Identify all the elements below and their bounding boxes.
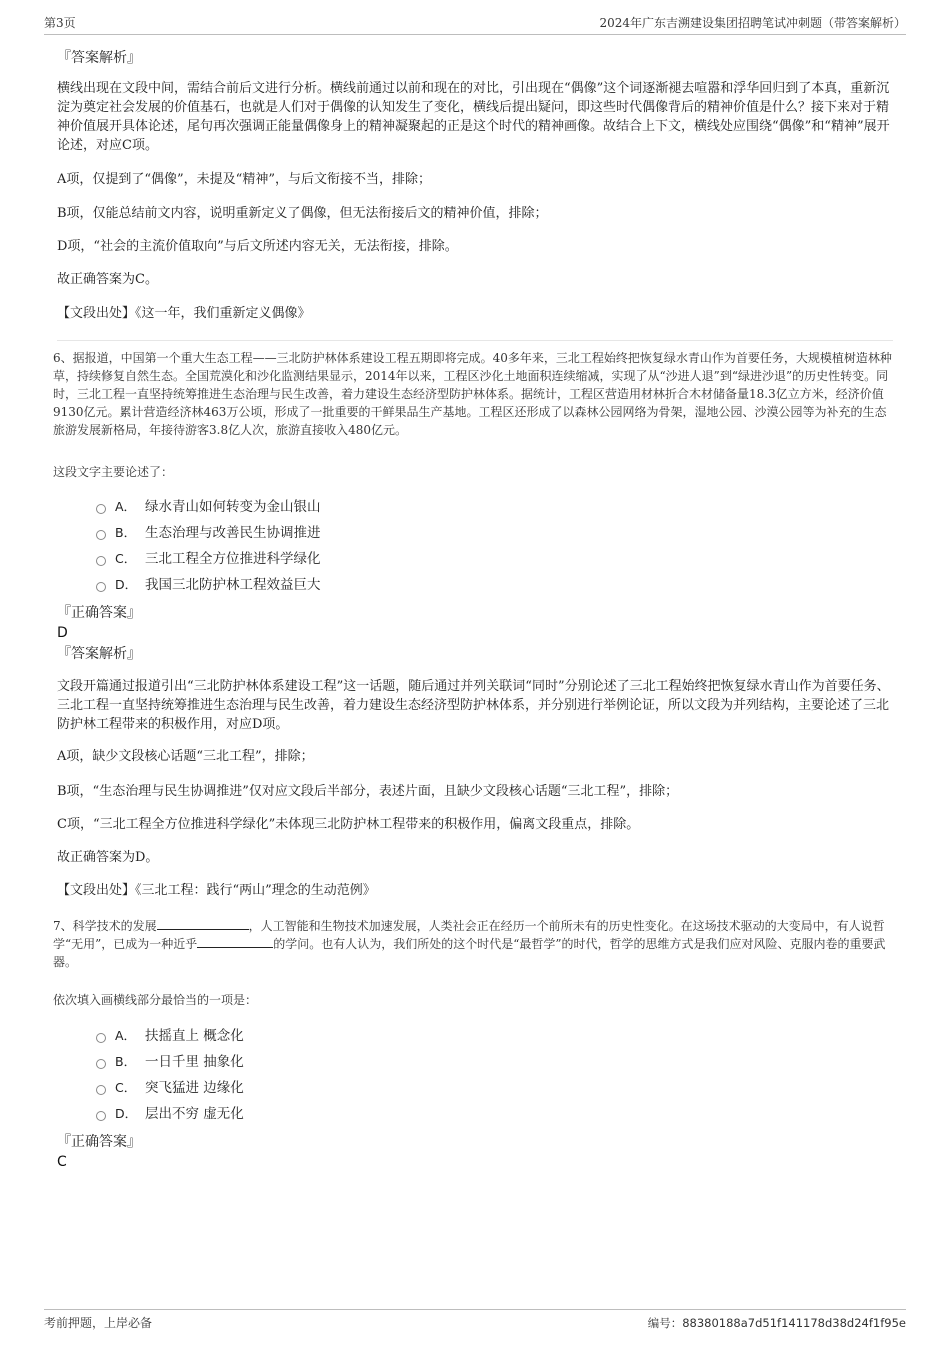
page-footer [44, 1309, 906, 1332]
q6-stem: 6、据报道，中国第一个重大生态工程——三北防护林体系建设工程五期即将完成。40多年来，三北工程始终把恢复绿水青山作为首要任务，大规模植树造林种草，持续修复自然生态。全国荒漠化和沙化监测结果显示，2014年以来，工程区沙化土地面积连续缩减，实现了从“沙进人退”到“绿进沙退”的历史性转变。同时，三北工程一直坚持统筹推进生态治理与民生改善，着力建设生态经济型防护林体系。据统计，工程区营造用材林折合木材储备量18.3亿立方米，经济价值9130亿元。累计营造经济林463万公顷，形成了一批重要的干鲜果品生产基地。工程区还形成了以森林公园网络为骨架，湿地公园、沙漠公园等为补充的生态旅游发展新格局，年接待游客3.8亿人次，旅游直接收入480亿元。 [53, 351, 892, 437]
q5-source [57, 304, 893, 323]
q6-conclusion: 故正确答案为D。 [57, 850, 159, 865]
fill-blank-2 [197, 935, 273, 948]
q7-stem: 7、科学技术的发展 ，人工智能和生物技术加速发展，人类社会正在经历一个前所未有的历史性变化。在这场技术驱动的大变局中，有人说哲学“无用”，已成为一种近乎 的学问。也有人认为，我们所处的这个时代是“最哲学”的时代，哲学的思维方式是我们应对风险、克服内卷的重要武器。 [53, 919, 886, 969]
q6-option-c-analysis: C项，“三北工程全方位推进科学绿化”未体现三北防护林工程带来的积极作用，偏离文段重点，排除。 [57, 817, 640, 832]
q6-option-a-analysis: A项，缺少文段核心话题“三北工程”，排除； [57, 749, 314, 764]
q7-prompt: 依次填入画横线部分最恰当的一项是： [53, 993, 258, 1007]
q6-option-b[interactable]: B． 生态治理与改善民生协调推进 [96, 522, 596, 548]
q5-conclusion: 故正确答案为C。 [57, 272, 158, 287]
q7-option-a[interactable]: A． 扶摇直上 概念化 [96, 1025, 596, 1051]
q5-option-d-analysis: D项，“社会的主流价值取向”与后文所述内容无关，无法衔接，排除。 [57, 239, 458, 254]
document-title: 2024年广东吉溯建设集团招聘笔试冲刺题（带答案解析） [599, 16, 906, 30]
q6-source-title: 《三北工程：践行“两山”理念的生动范例》 [135, 883, 376, 898]
section-divider [57, 340, 893, 341]
q5-option-b-analysis: B项，仅能总结前文内容，说明重新定义了偶像，但无法衔接后文的精神价值，排除； [57, 206, 548, 221]
document-id: 编号：88380188a7d51f141178d38d24f1f95e [647, 1316, 906, 1330]
q6-option-c[interactable]: C． 三北工程全方位推进科学绿化 [96, 548, 596, 574]
radio-icon[interactable] [96, 1085, 106, 1095]
q6-answer: D [57, 625, 68, 641]
radio-icon[interactable] [96, 556, 106, 566]
q6-analysis-label: 『答案解析』 [57, 646, 141, 662]
fill-blank-1 [157, 917, 249, 930]
q6-options [96, 496, 596, 600]
q6-option-b-analysis: B项，“生态治理与民生协调推进”仅对应文段后半部分，表述片面，且缺少文段核心话题“三北工程”，排除； [57, 784, 679, 799]
q6-option-a[interactable]: A． 绿水青山如何转变为金山银山 [96, 496, 596, 522]
q7-option-d[interactable]: D． 层出不穷 虚无化 [96, 1103, 596, 1129]
radio-icon[interactable] [96, 1059, 106, 1069]
page-number: 第3页 [44, 16, 76, 30]
q5-analysis-paragraph: 横线出现在文段中间，需结合前后文进行分析。横线前通过以前和现在的对比，引出现在“偶像”这个词逐渐褪去喧嚣和浮华回归到了本真，重新沉淀为奠定社会发展的价值基石，也就是人们对于偶像的认知发生了变化，横线后提出疑问，即这些时代偶像背后的精神价值是什么？接下来对于精神价值展开具体论述，尾句再次强调正能量偶像身上的精神凝聚起的正是这个时代的精神画像。故结合上下文，横线处应围绕“偶像”和“精神”展开论述，对应C项。 [57, 81, 890, 153]
q6-source-tag: 【文段出处】 [57, 883, 136, 898]
q7-answer-label: 『正确答案』 [57, 1134, 141, 1150]
radio-icon[interactable] [96, 1033, 106, 1043]
q7-option-c[interactable]: C． 突飞猛进 边缘化 [96, 1077, 596, 1103]
q6-source [57, 881, 893, 900]
q6-prompt: 这段文字主要论述了： [53, 465, 174, 479]
q7-answer: C [57, 1154, 67, 1170]
q7-option-b[interactable]: B． 一日千里 抽象化 [96, 1051, 596, 1077]
q5-source-tag: 【文段出处】 [57, 306, 136, 321]
q6-analysis-paragraph: 文段开篇通过报道引出“三北防护林体系建设工程”这一话题，随后通过并列关联词“同时”分别论述了三北工程始终把恢复绿水青山作为首要任务、三北工程一直坚持统筹推进生态治理与民生改善，着力建设生态经济型防护林体系，并分别进行举例论证，所以文段为并列结构，主要论述了三北防护林工程带来的积极作用，对应D项。 [57, 679, 890, 732]
radio-icon[interactable] [96, 530, 106, 540]
q6-answer-label: 『正确答案』 [57, 605, 141, 621]
q5-source-title: 《这一年，我们重新定义偶像》 [135, 306, 311, 321]
radio-icon[interactable] [96, 504, 106, 514]
page-header [44, 14, 906, 35]
q6-option-d[interactable]: D． 我国三北防护林工程效益巨大 [96, 574, 596, 600]
q7-options [96, 1025, 596, 1129]
radio-icon[interactable] [96, 582, 106, 592]
footer-slogan: 考前押题，上岸必备 [44, 1316, 153, 1330]
q5-analysis-label: 『答案解析』 [57, 50, 141, 66]
radio-icon[interactable] [96, 1111, 106, 1121]
q5-option-a-analysis: A项，仅提到了“偶像”，未提及“精神”，与后文衔接不当，排除； [57, 172, 431, 187]
